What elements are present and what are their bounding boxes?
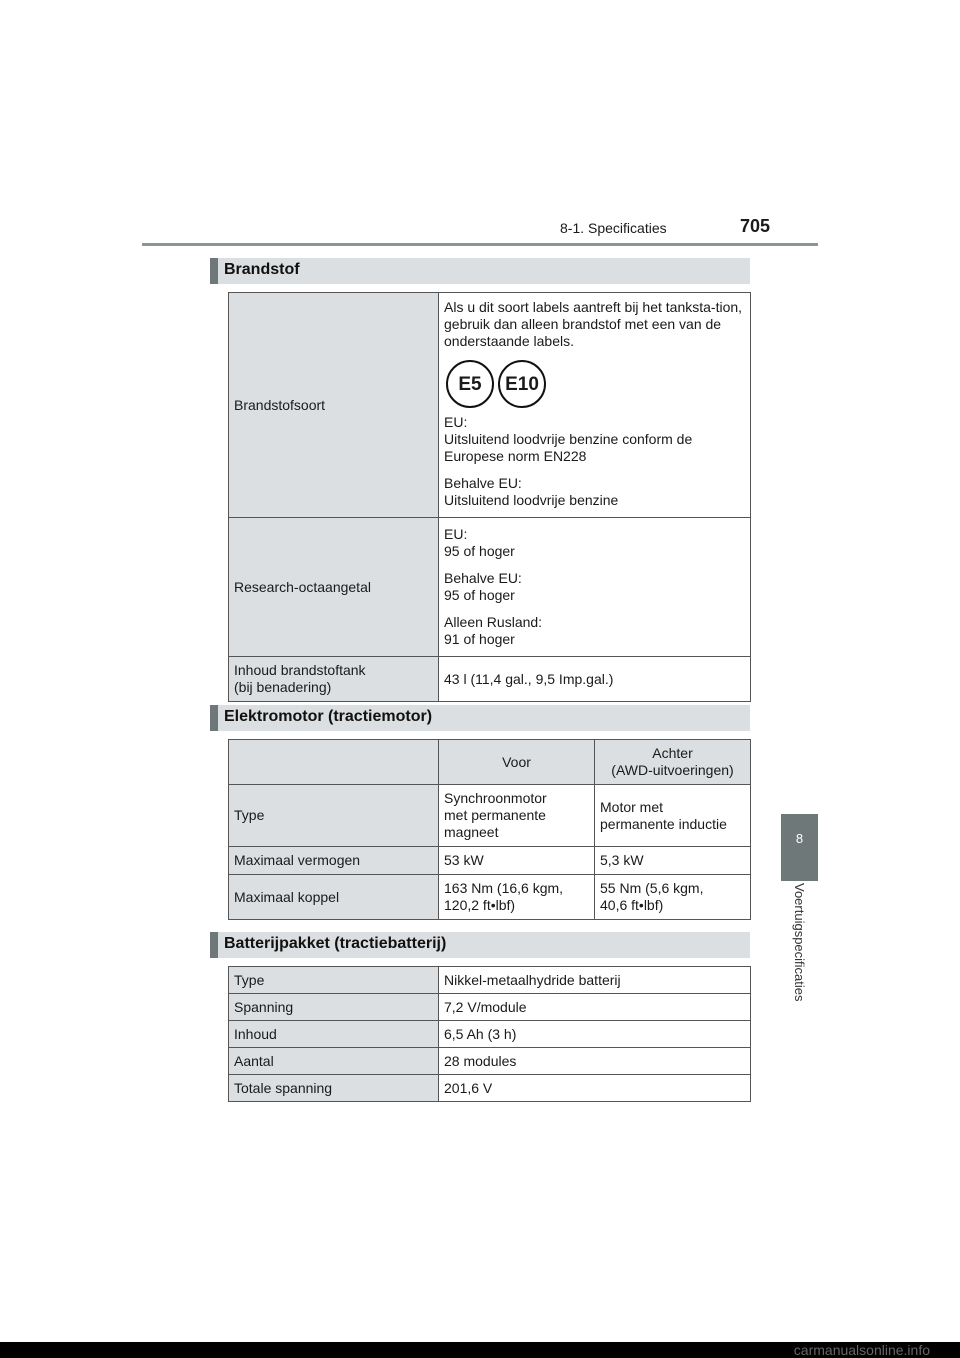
tank-value: 43 l (11,4 gal., 9,5 Imp.gal.) [439, 657, 751, 702]
e5-badge-icon: E5 [446, 360, 494, 408]
footer-bar [0, 1342, 960, 1358]
battery-voltage-value: 7,2 V/module [439, 994, 751, 1021]
table-row [229, 875, 751, 920]
table-row [229, 967, 751, 994]
octane-eu [444, 526, 745, 560]
table-row [229, 1075, 751, 1102]
octane-russia [444, 614, 745, 648]
motor-torque-front [439, 875, 595, 920]
battery-type-label: Type [229, 967, 439, 994]
battery-total-label: Totale spanning [229, 1075, 439, 1102]
tank-label-line2: (bij benadering) [234, 679, 332, 695]
motor-type-front [439, 785, 595, 847]
fuel-section-title: Brandstof [224, 261, 300, 278]
motor-type-front-l2: met permanente [444, 807, 546, 823]
motor-torque-front-l1: 163 Nm (16,6 kgm, [444, 880, 564, 896]
tank-label-line1: Inhoud brandstoftank [234, 662, 366, 678]
fuel-non-eu-text: Uitsluitend loodvrije benzine [444, 492, 619, 508]
motor-section-title: Elektromotor (tractiemotor) [224, 708, 433, 725]
fuel-eu-block [444, 414, 745, 465]
tank-label [229, 657, 439, 702]
fuel-table [228, 292, 751, 702]
battery-voltage-label: Spanning [229, 994, 439, 1021]
motor-torque-rear-l1: 55 Nm (5,6 kgm, [600, 880, 704, 896]
fuel-type-intro: Als u dit soort labels aantreft bij het tanksta-tion, gebruik dan alleen brandstof met een van de onderstaande labels. [444, 299, 743, 349]
side-tab-number: 8 [781, 814, 818, 881]
battery-section-title: Batterijpakket (tractiebatterij) [224, 935, 447, 952]
octane-non-eu-heading: Behalve EU: [444, 570, 522, 586]
fuel-eu-text: Uitsluitend loodvrije benzine conform de Europese norm EN228 [444, 431, 693, 464]
motor-torque-label: Maximaal koppel [229, 875, 439, 920]
battery-count-label: Aantal [229, 1048, 439, 1075]
motor-table [228, 739, 751, 920]
motor-type-front-l3: magneet [444, 824, 499, 840]
motor-type-label: Type [229, 785, 439, 847]
side-tab-label: Voertuigspecificaties [792, 883, 807, 1002]
motor-section-heading [210, 705, 750, 731]
motor-col-rear [595, 740, 751, 785]
octane-eu-heading: EU: [444, 526, 468, 542]
motor-type-rear [595, 785, 751, 847]
table-row [229, 657, 751, 702]
motor-power-rear: 5,3 kW [595, 847, 751, 875]
motor-col-front: Voor [439, 740, 595, 785]
octane-value [439, 518, 751, 657]
battery-capacity-label: Inhoud [229, 1021, 439, 1048]
motor-power-front: 53 kW [439, 847, 595, 875]
battery-capacity-value: 6,5 Ah (3 h) [439, 1021, 751, 1048]
fuel-type-value [439, 293, 751, 518]
motor-type-rear-l2: permanente inductie [600, 815, 727, 832]
table-row [229, 847, 751, 875]
fuel-type-label: Brandstofsoort [229, 293, 439, 518]
motor-col-rear-line1: Achter [652, 745, 693, 761]
motor-torque-rear-l2: 40,6 ft•lbf) [600, 897, 664, 913]
battery-count-value: 28 modules [439, 1048, 751, 1075]
fuel-non-eu-heading: Behalve EU: [444, 475, 522, 491]
motor-header-empty [229, 740, 439, 785]
header-section: 8-1. Specificaties [560, 220, 667, 236]
battery-type-value: Nikkel-metaalhydride batterij [439, 967, 751, 994]
header-rule [142, 243, 818, 246]
motor-col-rear-line2: (AWD-uitvoeringen) [611, 762, 734, 778]
page-number: 705 [740, 216, 771, 236]
footer-watermark: carmanualsonline.info [793, 1342, 930, 1358]
battery-table [228, 966, 751, 1102]
motor-torque-rear [595, 875, 751, 920]
table-row [229, 518, 751, 657]
motor-power-label: Maximaal vermogen [229, 847, 439, 875]
motor-type-rear-l1: Motor met [600, 798, 664, 815]
octane-eu-value: 95 of hoger [444, 543, 515, 559]
battery-total-value: 201,6 V [439, 1075, 751, 1102]
fuel-section-heading [210, 258, 750, 284]
table-row [229, 1021, 751, 1048]
table-row [229, 293, 751, 518]
octane-non-eu [444, 570, 745, 604]
motor-type-front-l1: Synchroonmotor [444, 790, 547, 806]
fuel-badge-row [446, 360, 745, 408]
octane-label: Research-octaangetal [229, 518, 439, 657]
fuel-non-eu-block [444, 475, 745, 509]
fuel-eu-heading: EU: [444, 414, 468, 430]
table-row [229, 1048, 751, 1075]
battery-section-heading [210, 932, 750, 958]
table-row [229, 785, 751, 847]
table-row [229, 740, 751, 785]
octane-russia-value: 91 of hoger [444, 631, 515, 647]
octane-russia-heading: Alleen Rusland: [444, 614, 543, 630]
motor-torque-front-l2: 120,2 ft•lbf) [444, 897, 516, 913]
octane-non-eu-value: 95 of hoger [444, 587, 515, 603]
e10-badge-icon: E10 [498, 360, 546, 408]
table-row [229, 994, 751, 1021]
